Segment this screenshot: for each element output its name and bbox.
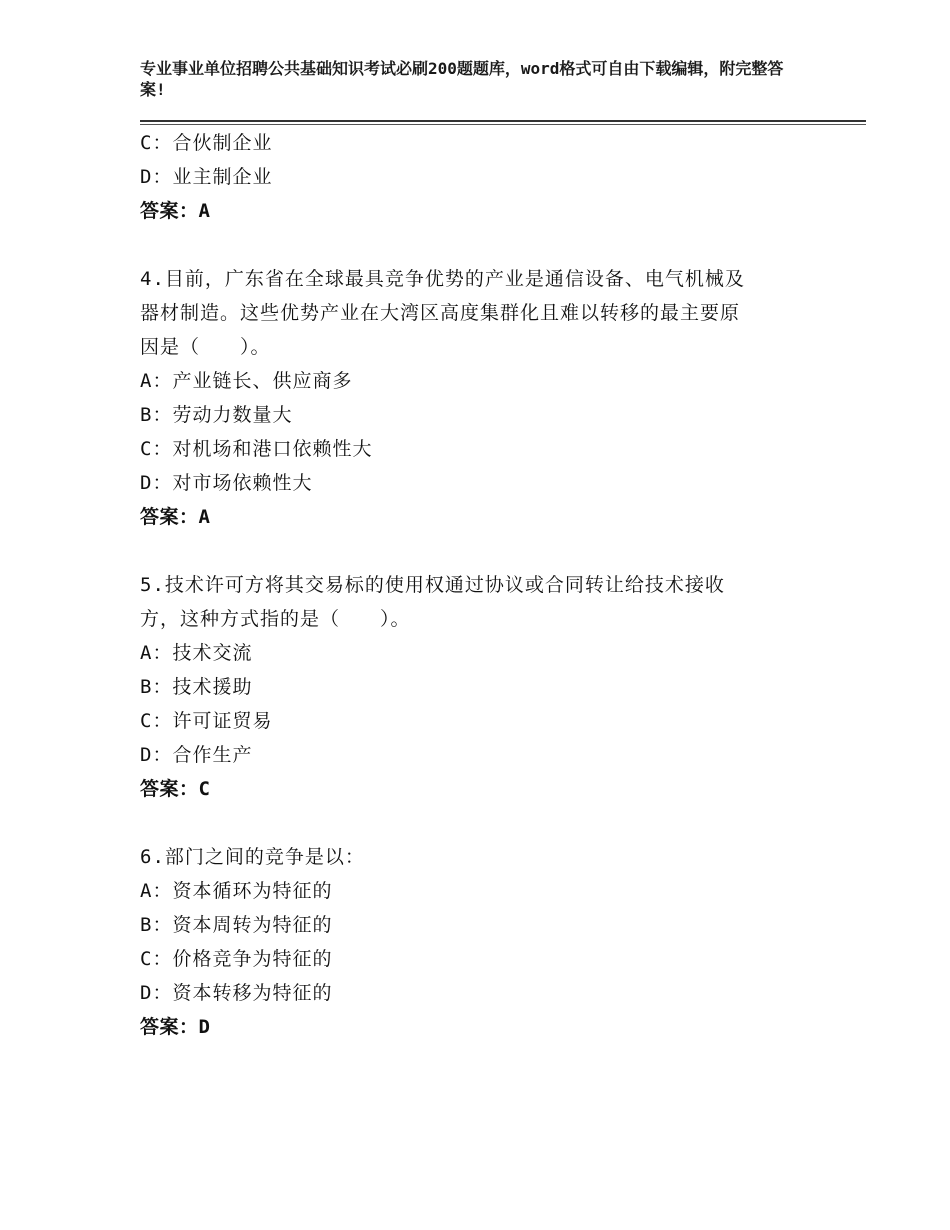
spacer	[140, 806, 820, 840]
question-stem: 4.目前，广东省在全球最具竞争优势的产业是通信设备、电气机械及	[140, 268, 745, 290]
option-b: B：劳动力数量大	[140, 404, 293, 426]
spacer	[140, 534, 820, 568]
answer-label: 答案：D	[140, 1016, 211, 1038]
option-c: C：合伙制企业	[140, 132, 273, 154]
question-4	[140, 262, 820, 534]
option-a: A：技术交流	[140, 642, 253, 664]
option-a: A：资本循环为特征的	[140, 880, 333, 902]
question-stem: 6.部门之间的竞争是以：	[140, 846, 365, 868]
header-divider-thin	[140, 124, 866, 125]
question-stem: 因是（ ）。	[140, 336, 271, 358]
answer-label: 答案：C	[140, 778, 211, 800]
option-b: B：资本周转为特征的	[140, 914, 333, 936]
question-stem: 5.技术许可方将其交易标的使用权通过协议或合同转让给技术接收	[140, 574, 725, 596]
option-b: B：技术援助	[140, 676, 253, 698]
header-text: 专业事业单位招聘公共基础知识考试必刷200题题库，word格式可自由下载编辑，附完整答案!	[140, 59, 784, 99]
question-3-tail	[140, 126, 820, 228]
answer-label: 答案：A	[140, 506, 211, 528]
question-stem: 器材制造。这些优势产业在大湾区高度集群化且难以转移的最主要原	[140, 302, 741, 324]
question-5	[140, 568, 820, 806]
option-a: A：产业链长、供应商多	[140, 370, 353, 392]
option-c: C：许可证贸易	[140, 710, 273, 732]
option-d: D：对市场依赖性大	[140, 472, 313, 494]
header-divider-thick	[140, 120, 866, 122]
question-stem: 方，这种方式指的是（ ）。	[140, 608, 411, 630]
option-d: D：业主制企业	[140, 166, 273, 188]
spacer	[140, 228, 820, 262]
page-header	[140, 58, 790, 100]
question-list	[140, 126, 820, 1044]
option-d: D：资本转移为特征的	[140, 982, 333, 1004]
option-d: D：合作生产	[140, 744, 253, 766]
option-c: C：价格竞争为特征的	[140, 948, 333, 970]
option-c: C：对机场和港口依赖性大	[140, 438, 373, 460]
question-6	[140, 840, 820, 1044]
answer-label: 答案：A	[140, 200, 211, 222]
